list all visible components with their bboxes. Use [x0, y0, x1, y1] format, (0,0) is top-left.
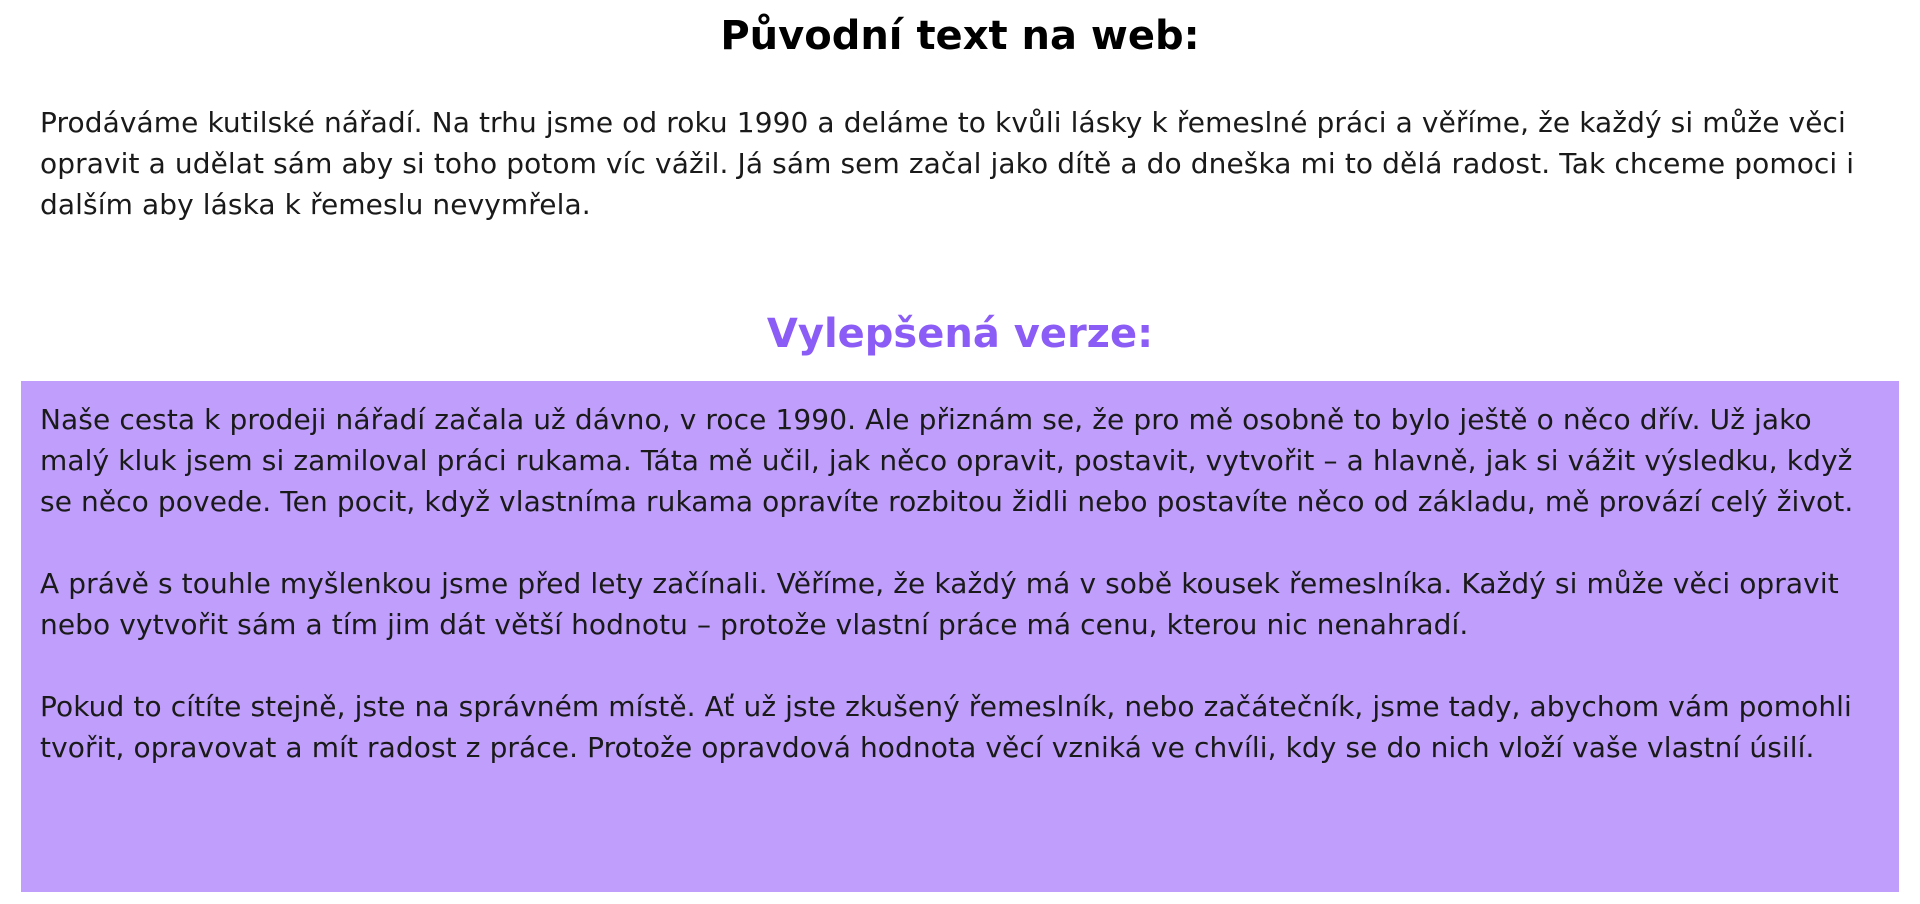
improved-title: Vylepšená verze: — [766, 311, 1154, 357]
original-text: Prodáváme kutilské nářadí. Na trhu jsme od roku 1990 a deláme to kvůli lásky k řemeslné práci a věříme, že každý si může věci opravit a udělat sám aby si toho potom víc vážil. Já sám sem začal jako dítě a do dneška mi to dělá radost. Tak chceme pomoci i dalším aby láska k řemeslu nevymřela. — [40, 106, 1855, 221]
original-title: Původní text na web: — [720, 13, 1200, 59]
improved-paragraph-2: A právě s touhle myšlenkou jsme před lety začínali. Věříme, že každý má v sobě kousek řemeslníka. Každý si může věci opravit nebo vytvořit sám a tím jim dát větší hodnotu – protože vlastní práce má cenu, kterou nic nenahradí. — [40, 567, 1839, 641]
improved-paragraph-1: Naše cesta k prodeji nářadí začala už dávno, v roce 1990. Ale přiznám se, že pro mě osobně to bylo ještě o něco dřív. Už jako malý kluk jsem si zamiloval práci rukama. Táta mě učil, jak něco opravit, postavit, vytvořit – a hlavně, jak si vážit výsledku, když se něco povede. Ten pocit, když vlastníma rukama opravíte rozbitou židli nebo postavíte něco od základu, mě provází celý život. — [40, 403, 1854, 518]
improved-paragraph-3: Pokud to cítíte stejně, jste na správném místě. Ať už jste zkušený řemeslník, nebo začátečník, jsme tady, abychom vám pomohli tvořit, opravovat a mít radost z práce. Protože opravdová hodnota věcí vzniká ve chvíli, kdy se do nich vloží vaše vlastní úsilí. — [40, 690, 1852, 764]
improved-text-box — [21, 381, 1899, 892]
